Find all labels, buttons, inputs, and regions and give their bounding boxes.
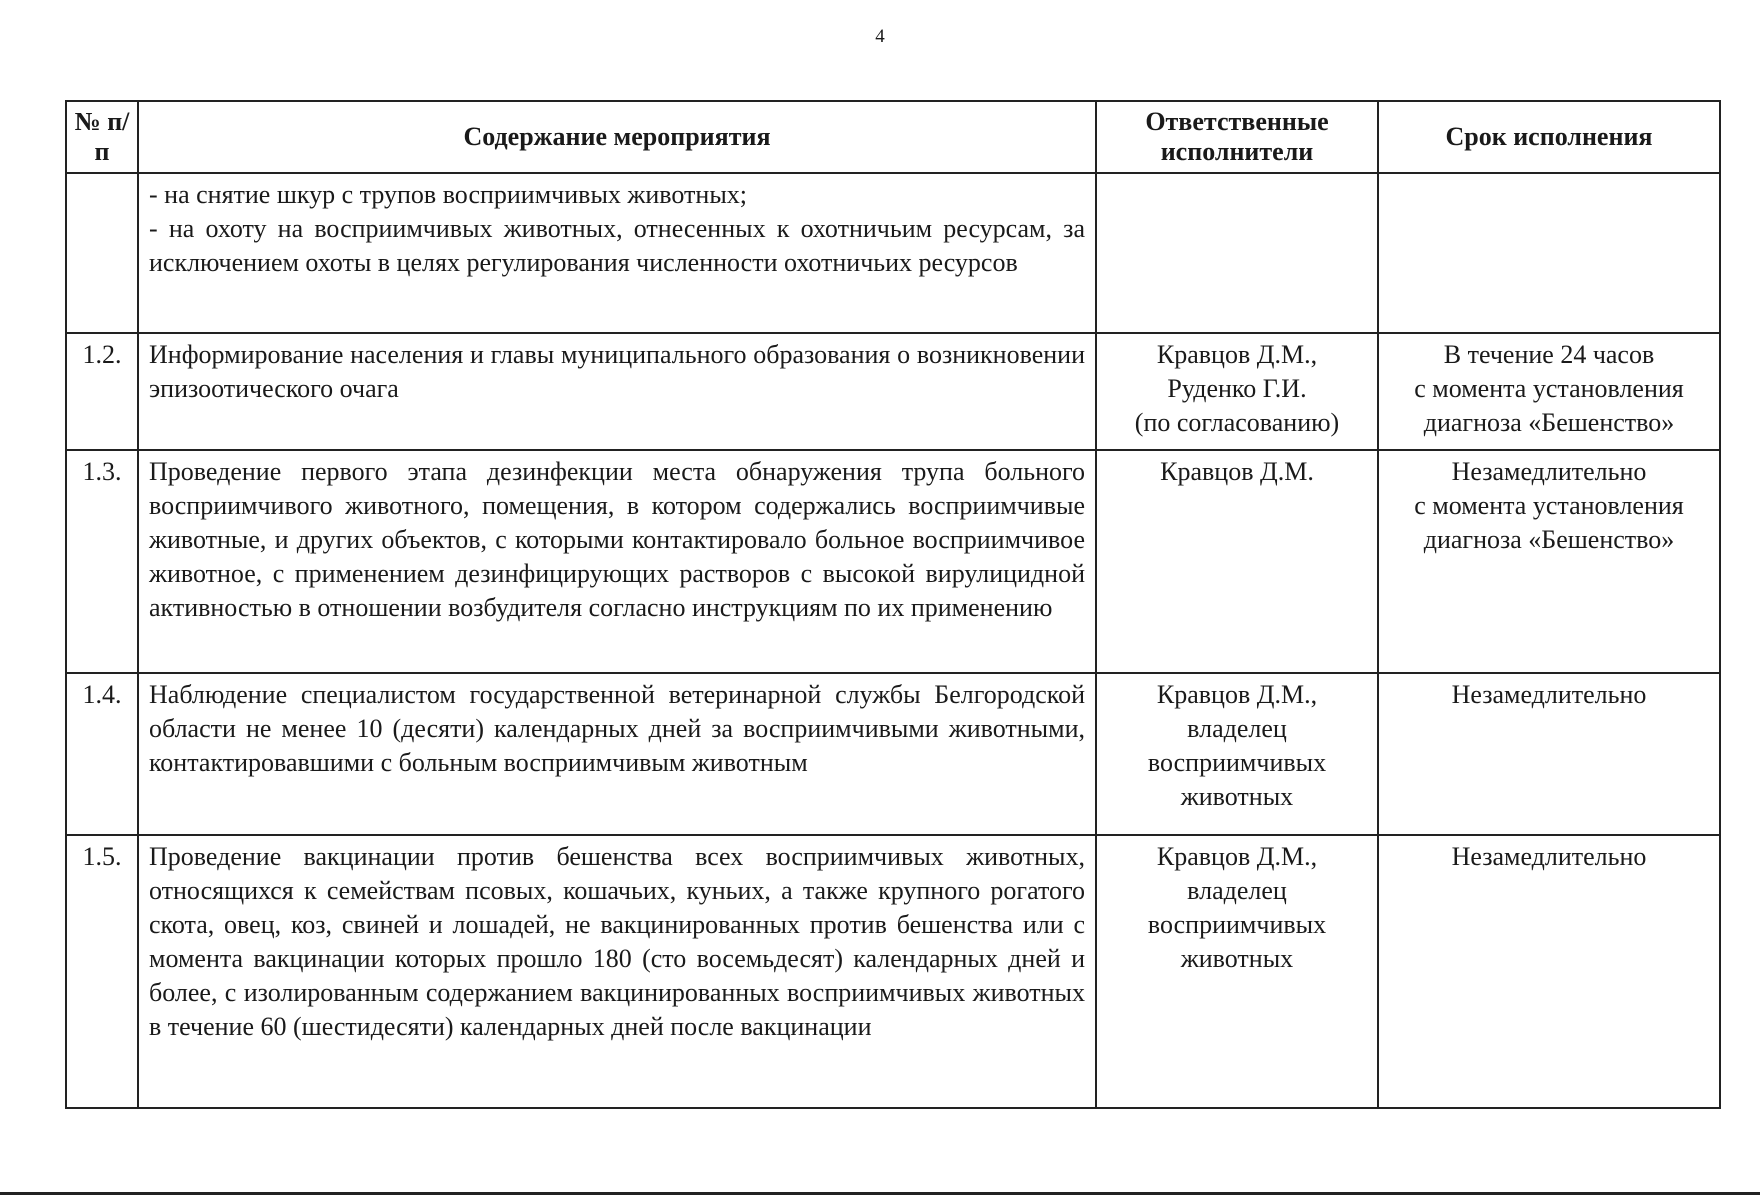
row-content: Наблюдение специалистом государственной ветеринарной службы Белгородской области не менее 10 (десяти) календарных дней за восприимчивыми животными, контактировавшими с больным восприимчивым животным (138, 673, 1096, 835)
row-number: 1.2. (66, 333, 138, 450)
table-row (66, 835, 1720, 1108)
row-responsible: Кравцов Д.М., владелец восприимчивых животных (1096, 835, 1378, 1108)
row-responsible (1096, 173, 1378, 333)
row-deadline: Незамедлительно с момента установления диагноза «Бешенство» (1378, 450, 1720, 673)
row-deadline: Незамедлительно (1378, 673, 1720, 835)
header-deadline: Срок исполнения (1378, 101, 1720, 173)
row-content: Информирование населения и главы муниципального образования о возникновении эпизоотического очага (138, 333, 1096, 450)
bottom-rule (0, 1192, 1760, 1195)
row-content: Проведение вакцинации против бешенства всех восприимчивых животных, относящихся к семействам псовых, кошачьих, куньих, а также крупного рогатого скота, овец, коз, свиней и лошадей, не вакцинированных против бешенства или с момента вакцинации которых прошло 180 (сто восемьдесят) календарных дней и более, с изолированным содержанием вакцинированных восприимчивых животных в течение 60 (шестидесяти) календарных дней после вакцинации (138, 835, 1096, 1108)
row-responsible: Кравцов Д.М., владелец восприимчивых животных (1096, 673, 1378, 835)
row-deadline (1378, 173, 1720, 333)
table-row (66, 450, 1720, 673)
row-content: Проведение первого этапа дезинфекции места обнаружения трупа больного восприимчивого животного, помещения, в котором содержались восприимчивые животные, и других объектов, с которыми контактировало больное восприимчивое животное, с применением дезинфицирующих растворов с высокой вирулицидной активностью в отношении возбудителя согласно инструкциям по их применению (138, 450, 1096, 673)
row-content: - на снятие шкур с трупов восприимчивых животных; - на охоту на восприимчивых животных, отнесенных к охотничьим ресурсам, за исключением охоты в целях регулирования численности охотничьих ресурсов (138, 173, 1096, 333)
row-responsible: Кравцов Д.М., Руденко Г.И. (по согласованию) (1096, 333, 1378, 450)
table-row (66, 673, 1720, 835)
row-number: 1.3. (66, 450, 138, 673)
table-header-row (66, 101, 1720, 173)
header-num: № п/п (66, 101, 138, 173)
measures-table (65, 100, 1721, 1109)
row-deadline: Незамедлительно (1378, 835, 1720, 1108)
table-row (66, 173, 1720, 333)
table-row (66, 333, 1720, 450)
row-number: 1.4. (66, 673, 138, 835)
row-responsible: Кравцов Д.М. (1096, 450, 1378, 673)
page-number: 4 (875, 26, 885, 47)
header-content: Содержание мероприятия (138, 101, 1096, 173)
row-number: 1.5. (66, 835, 138, 1108)
row-deadline: В течение 24 часов с момента установления диагноза «Бешенство» (1378, 333, 1720, 450)
row-number (66, 173, 138, 333)
header-responsible: Ответственные исполнители (1096, 101, 1378, 173)
